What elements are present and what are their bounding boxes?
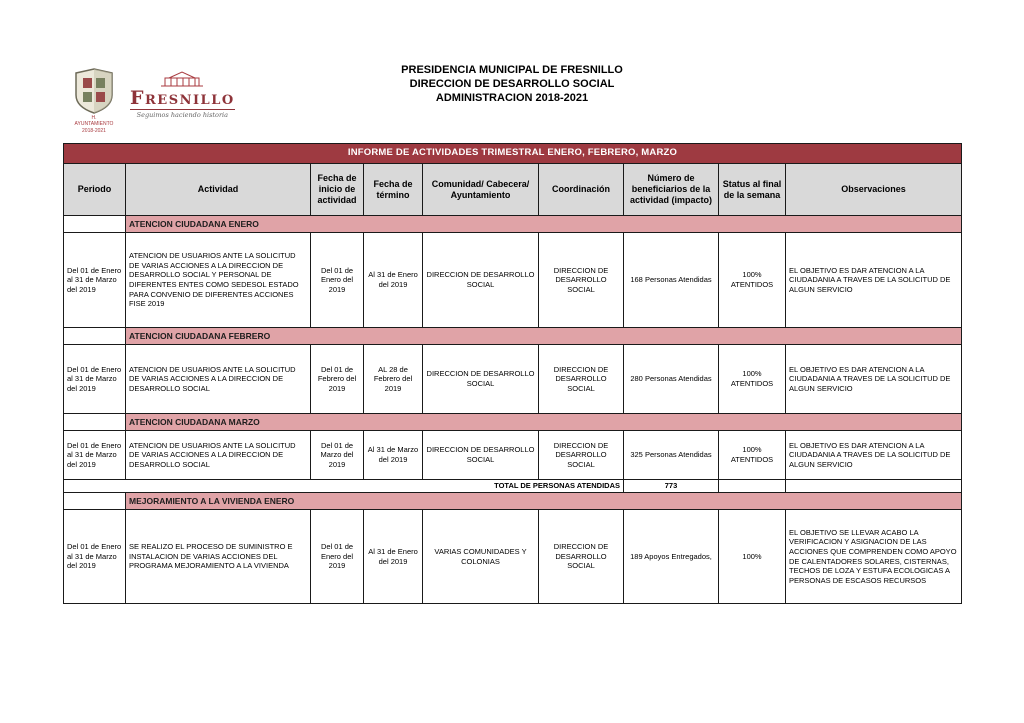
cell-actividad: ATENCION DE USUARIOS ANTE LA SOLICITUD DE VARIAS ACCIONES A LA DIRECCION DE DESARROLLO SOCIAL Y PERSONAL DE DIFERENTES ENTES COMO SEDESOL ESTADO PARA CONVENIO DE DIFERENTES ACCIONES FISE 2019: [126, 233, 311, 328]
cell-fecha-inicio: Del 01 de Enero del 2019: [311, 233, 364, 328]
cell-beneficiarios: 280 Personas Atendidas: [624, 345, 719, 414]
cell-fecha-termino: Al 31 de Enero del 2019: [364, 233, 423, 328]
section-band-row: [64, 414, 962, 431]
cell-coordinacion: DIRECCION DE DESARROLLO SOCIAL: [539, 233, 624, 328]
crest-caption-line1: H. AYUNTAMIENTO: [74, 115, 114, 128]
section-band-label: MEJORAMIENTO A LA VIVIENDA ENERO: [126, 493, 962, 510]
empty-cell: [719, 480, 786, 493]
table-row: [64, 510, 962, 604]
cell-status: 100% ATENTIDOS: [719, 431, 786, 480]
empty-cell: [64, 216, 126, 233]
cell-fecha-termino: Al 31 de Enero del 2019: [364, 510, 423, 604]
section-band-row: [64, 493, 962, 510]
title-line-3: ADMINISTRACION 2018-2021: [435, 92, 589, 104]
cell-actividad: SE REALIZO EL PROCESO DE SUMINISTRO E INSTALACION DE VARIAS ACCIONES DEL PROGRAMA MEJORAMIENTO A LA VIVIENDA: [126, 510, 311, 604]
logo-tagline: Seguimos haciendo historia: [130, 109, 235, 119]
cell-fecha-termino: Al 31 de Marzo del 2019: [364, 431, 423, 480]
col-header-status: Status al final de la semana: [719, 164, 786, 216]
fresnillo-wordmark: Fresnillo: [130, 87, 235, 109]
section-band-row: [64, 328, 962, 345]
table-header-row: [64, 164, 962, 216]
cell-status: 100%: [719, 510, 786, 604]
cell-fecha-inicio: Del 01 de Enero del 2019: [311, 510, 364, 604]
section-band-label: ATENCION CIUDADANA MARZO: [126, 414, 962, 431]
crest-caption-line2: 2018-2021: [82, 127, 106, 134]
table-row: [64, 431, 962, 480]
cell-observaciones: EL OBJETIVO ES DAR ATENCION A LA CIUDADANIA A TRAVES DE LA SOLICITUD DE ALGUN SERVICIO: [786, 345, 962, 414]
empty-cell: [64, 414, 126, 431]
crest-caption: [72, 115, 116, 134]
section-band-row: [64, 216, 962, 233]
cell-fecha-termino: AL 28 de Febrero del 2019: [364, 345, 423, 414]
total-row: [64, 480, 962, 493]
cell-coordinacion: DIRECCION DE DESARROLLO SOCIAL: [539, 510, 624, 604]
cell-comunidad: DIRECCION DE DESARROLLO SOCIAL: [423, 345, 539, 414]
cell-beneficiarios: 189 Apoyos Entregados,: [624, 510, 719, 604]
report-table: [63, 143, 962, 604]
cell-periodo: Del 01 de Enero al 31 de Marzo del 2019: [64, 345, 126, 414]
title-line-2: DIRECCION DE DESARROLLO SOCIAL: [409, 78, 615, 90]
cell-status: 100% ATENTIDOS: [719, 233, 786, 328]
empty-cell: [64, 493, 126, 510]
cell-beneficiarios: 168 Personas Atendidas: [624, 233, 719, 328]
empty-cell: [786, 480, 962, 493]
section-band-label: ATENCION CIUDADANA FEBRERO: [126, 328, 962, 345]
cell-fecha-inicio: Del 01 de Marzo del 2019: [311, 431, 364, 480]
cell-comunidad: DIRECCION DE DESARROLLO SOCIAL: [423, 233, 539, 328]
report-title-bar: [64, 144, 962, 164]
total-value: 773: [624, 480, 719, 493]
cell-periodo: Del 01 de Enero al 31 de Marzo del 2019: [64, 233, 126, 328]
report-title: INFORME DE ACTIVIDADES TRIMESTRAL ENERO, FEBRERO, MARZO: [64, 144, 962, 164]
table-row: [64, 345, 962, 414]
cell-observaciones: EL OBJETIVO ES DAR ATENCION A LA CIUDADANIA A TRAVES DE LA SOLICITUD DE ALGUN SERVICIO: [786, 431, 962, 480]
total-label: TOTAL DE PERSONAS ATENDIDAS: [64, 480, 624, 493]
col-header-coordinacion: Coordinación: [539, 164, 624, 216]
cell-comunidad: DIRECCION DE DESARROLLO SOCIAL: [423, 431, 539, 480]
cell-actividad: ATENCION DE USUARIOS ANTE LA SOLICITUD DE VARIAS ACCIONES A LA DIRECCION DE DESARROLLO SOCIAL: [126, 345, 311, 414]
cell-actividad: ATENCION DE USUARIOS ANTE LA SOLICITUD DE VARIAS ACCIONES A LA DIRECCION DE DESARROLLO SOCIAL: [126, 431, 311, 480]
cell-status: 100% ATENTIDOS: [719, 345, 786, 414]
col-header-observaciones: Observaciones: [786, 164, 962, 216]
col-header-fecha-termino: Fecha de término: [364, 164, 423, 216]
document-title: [0, 63, 1024, 105]
section-band-label: ATENCION CIUDADANA ENERO: [126, 216, 962, 233]
col-header-comunidad: Comunidad/ Cabecera/ Ayuntamiento: [423, 164, 539, 216]
cell-observaciones: EL OBJETIVO SE LLEVAR ACABO LA VERIFICACION Y ASIGNACION DE LAS ACCIONES QUE COMPRENDEN COMO APOYO DE CALENTADORES SOLARES, CISTERNAS, TECHOS DE LOZA Y ESTUFA ECOLOGICAS A PERSONAS DE ESCASOS RECURSOS: [786, 510, 962, 604]
empty-cell: [64, 328, 126, 345]
cell-observaciones: EL OBJETIVO ES DAR ATENCION A LA CIUDADANIA A TRAVES DE LA SOLICITUD DE ALGUN SERVICIO: [786, 233, 962, 328]
table-row: [64, 233, 962, 328]
cell-beneficiarios: 325 Personas Atendidas: [624, 431, 719, 480]
col-header-fecha-inicio: Fecha de inicio de actividad: [311, 164, 364, 216]
title-line-1: PRESIDENCIA MUNICIPAL DE FRESNILLO: [401, 64, 623, 76]
cell-comunidad: VARIAS COMUNIDADES Y COLONIAS: [423, 510, 539, 604]
col-header-periodo: Periodo: [64, 164, 126, 216]
col-header-actividad: Actividad: [126, 164, 311, 216]
col-header-beneficiarios: Número de beneficiarios de la actividad (impacto): [624, 164, 719, 216]
cell-periodo: Del 01 de Enero al 31 de Marzo del 2019: [64, 510, 126, 604]
cell-coordinacion: DIRECCION DE DESARROLLO SOCIAL: [539, 345, 624, 414]
cell-fecha-inicio: Del 01 de Febrero del 2019: [311, 345, 364, 414]
cell-coordinacion: DIRECCION DE DESARROLLO SOCIAL: [539, 431, 624, 480]
cell-periodo: Del 01 de Enero al 31 de Marzo del 2019: [64, 431, 126, 480]
